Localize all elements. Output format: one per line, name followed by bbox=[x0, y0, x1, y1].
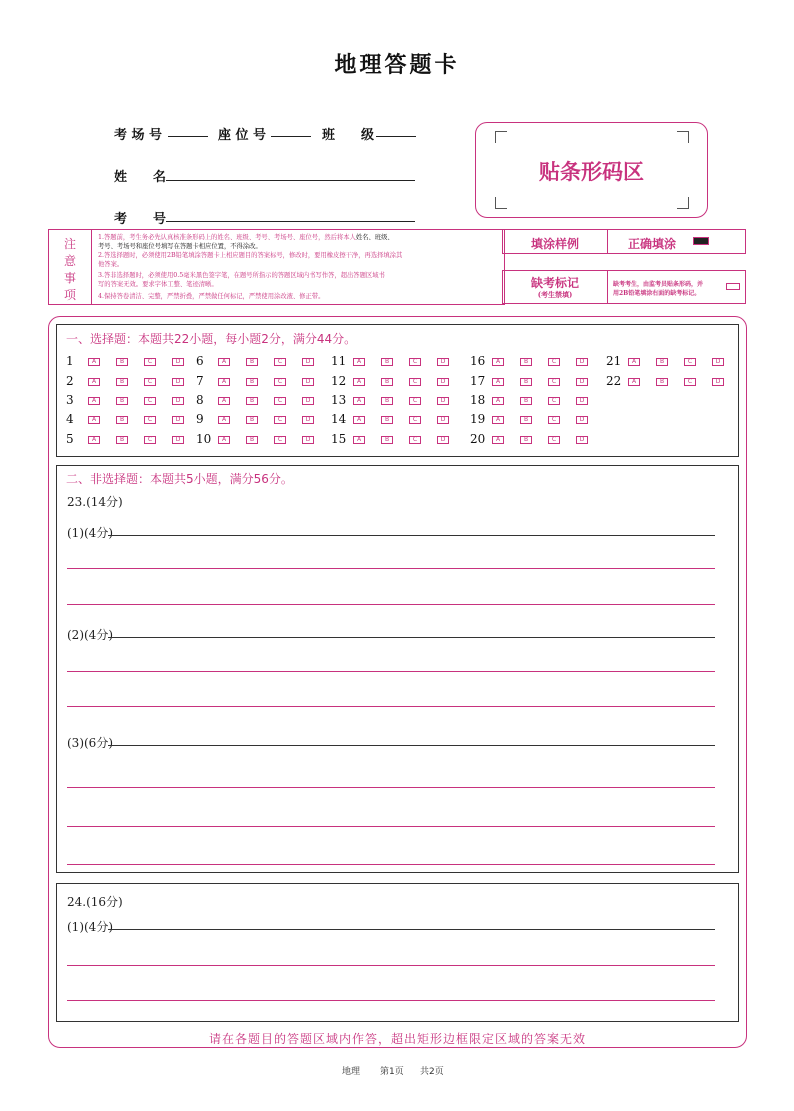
answer-line[interactable] bbox=[108, 745, 715, 746]
option-bubble-b[interactable]: B bbox=[381, 397, 393, 405]
question-number: 4 bbox=[66, 412, 74, 426]
notice-line: 他答案。 bbox=[98, 261, 124, 268]
option-bubble-c[interactable]: C bbox=[144, 378, 156, 386]
option-bubble-c[interactable]: C bbox=[144, 436, 156, 444]
question-number: 13 bbox=[331, 393, 347, 407]
q24-title: 24.(16分) bbox=[67, 895, 123, 909]
option-bubble-d[interactable]: D bbox=[576, 436, 588, 444]
option-bubble-d[interactable]: D bbox=[576, 378, 588, 386]
option-bubble-d[interactable]: D bbox=[172, 416, 184, 424]
footer-warning: 请在各题目的答题区域内作答，超出矩形边框限定区域的答案无效 bbox=[208, 1032, 586, 1046]
option-bubble-a[interactable]: A bbox=[218, 416, 230, 424]
answer-line[interactable] bbox=[67, 671, 715, 672]
option-bubble-d[interactable]: D bbox=[302, 358, 314, 366]
option-bubble-d[interactable]: D bbox=[437, 416, 449, 424]
option-bubble-a[interactable]: A bbox=[492, 358, 504, 366]
question-number: 6 bbox=[196, 354, 204, 368]
option-bubble-b[interactable]: B bbox=[520, 358, 532, 366]
class-label: 班 级 bbox=[322, 128, 375, 143]
option-bubble-a[interactable]: A bbox=[218, 378, 230, 386]
answer-line[interactable] bbox=[67, 604, 715, 605]
page-subject: 地理 bbox=[342, 1067, 361, 1077]
corner-mark bbox=[677, 197, 689, 209]
name-label: 姓 名 bbox=[114, 170, 167, 185]
question-number: 8 bbox=[196, 393, 204, 407]
option-bubble-a[interactable]: A bbox=[353, 436, 365, 444]
corner-mark bbox=[495, 197, 507, 209]
option-bubble-a[interactable]: A bbox=[628, 358, 640, 366]
answer-line[interactable] bbox=[108, 535, 715, 536]
option-bubble-c[interactable]: C bbox=[548, 358, 560, 366]
seat-no-label: 座 位 号 bbox=[218, 128, 267, 143]
answer-line[interactable] bbox=[67, 1000, 715, 1001]
option-bubble-b[interactable]: B bbox=[520, 436, 532, 444]
option-bubble-d[interactable]: D bbox=[172, 378, 184, 386]
answer-line[interactable] bbox=[67, 787, 715, 788]
option-bubble-d[interactable]: D bbox=[437, 378, 449, 386]
option-bubble-d[interactable]: D bbox=[576, 397, 588, 405]
option-bubble-b[interactable]: B bbox=[246, 436, 258, 444]
option-bubble-d[interactable]: D bbox=[576, 358, 588, 366]
question-number: 21 bbox=[606, 354, 622, 368]
q23-title: 23.(14分) bbox=[67, 495, 123, 509]
option-bubble-a[interactable]: A bbox=[88, 436, 100, 444]
option-bubble-d[interactable]: D bbox=[437, 436, 449, 444]
option-bubble-b[interactable]: B bbox=[381, 358, 393, 366]
option-bubble-c[interactable]: C bbox=[144, 397, 156, 405]
option-bubble-a[interactable]: A bbox=[492, 397, 504, 405]
option-bubble-d[interactable]: D bbox=[302, 378, 314, 386]
q23-part1-label: (1)(4分) bbox=[67, 526, 113, 540]
option-bubble-a[interactable]: A bbox=[353, 397, 365, 405]
option-bubble-b[interactable]: B bbox=[116, 378, 128, 386]
option-bubble-b[interactable]: B bbox=[520, 397, 532, 405]
question-number: 22 bbox=[606, 374, 622, 388]
option-bubble-c[interactable]: C bbox=[274, 416, 286, 424]
page-total: 共2页 bbox=[420, 1067, 444, 1077]
answer-line[interactable] bbox=[67, 864, 715, 865]
exam-room-field[interactable] bbox=[168, 136, 208, 137]
question-number: 19 bbox=[470, 412, 486, 426]
answer-line[interactable] bbox=[108, 637, 715, 638]
q23-section bbox=[56, 465, 739, 873]
option-bubble-a[interactable]: A bbox=[218, 397, 230, 405]
class-field[interactable] bbox=[376, 136, 416, 137]
option-bubble-d[interactable]: D bbox=[172, 397, 184, 405]
option-bubble-a[interactable]: A bbox=[628, 378, 640, 386]
notice-line: 4.保持答卷清洁、完整，严禁折叠，严禁做任何标记，严禁使用涂改液、修正带。 bbox=[98, 293, 325, 300]
fill-sample-label: 填涂样例 bbox=[530, 237, 579, 251]
question-number: 11 bbox=[331, 354, 347, 368]
correct-fill-label: 正确填涂 bbox=[628, 237, 677, 251]
notice-heading-char: 意 bbox=[63, 254, 76, 268]
name-field[interactable] bbox=[166, 180, 415, 181]
notice-heading-char: 项 bbox=[63, 288, 76, 302]
answer-line[interactable] bbox=[67, 706, 715, 707]
option-bubble-c[interactable]: C bbox=[144, 416, 156, 424]
option-bubble-d[interactable]: D bbox=[712, 378, 724, 386]
option-bubble-d[interactable]: D bbox=[437, 397, 449, 405]
option-bubble-d[interactable]: D bbox=[172, 358, 184, 366]
option-bubble-d[interactable]: D bbox=[302, 436, 314, 444]
question-number: 16 bbox=[470, 354, 486, 368]
option-bubble-c[interactable]: C bbox=[274, 397, 286, 405]
q23-part2-label: (2)(4分) bbox=[67, 628, 113, 642]
option-bubble-b[interactable]: B bbox=[246, 416, 258, 424]
seat-no-field[interactable] bbox=[271, 136, 311, 137]
question-number: 9 bbox=[196, 412, 204, 426]
option-bubble-b[interactable]: B bbox=[116, 397, 128, 405]
exam-room-label: 考 场 号 bbox=[114, 128, 163, 143]
q23-part3-label: (3)(6分) bbox=[67, 736, 113, 750]
section1-heading: 一、选择题：本题共22小题，每小题2分，满分44分。 bbox=[66, 332, 357, 346]
option-bubble-c[interactable]: C bbox=[274, 436, 286, 444]
option-bubble-b[interactable]: B bbox=[381, 378, 393, 386]
option-bubble-c[interactable]: C bbox=[409, 378, 421, 386]
absent-sublabel: (考生禁填) bbox=[537, 290, 573, 299]
option-bubble-b[interactable]: B bbox=[381, 436, 393, 444]
corner-mark bbox=[677, 131, 689, 143]
barcode-label: 贴条形码区 bbox=[539, 159, 644, 184]
question-number: 14 bbox=[331, 412, 347, 426]
question-number: 15 bbox=[331, 432, 347, 446]
option-bubble-b[interactable]: B bbox=[246, 378, 258, 386]
option-bubble-b[interactable]: B bbox=[246, 358, 258, 366]
option-bubble-b[interactable]: B bbox=[520, 378, 532, 386]
option-bubble-b[interactable]: B bbox=[116, 358, 128, 366]
answer-line[interactable] bbox=[67, 568, 715, 569]
option-bubble-d[interactable]: D bbox=[302, 416, 314, 424]
option-bubble-a[interactable]: A bbox=[218, 358, 230, 366]
option-bubble-c[interactable]: C bbox=[409, 358, 421, 366]
option-bubble-d[interactable]: D bbox=[437, 358, 449, 366]
q24-section bbox=[56, 883, 739, 1022]
option-bubble-c[interactable]: C bbox=[409, 416, 421, 424]
exam-no-label: 考 号 bbox=[114, 212, 167, 227]
option-bubble-a[interactable]: A bbox=[353, 358, 365, 366]
notice-line: 3.答非选择题时，必须使用0.5毫米黑色签字笔，在题号所指示的答题区域内书写作答，超出答题区域书 bbox=[98, 272, 385, 279]
option-bubble-c[interactable]: C bbox=[274, 358, 286, 366]
question-number: 3 bbox=[66, 393, 74, 407]
option-bubble-c[interactable]: C bbox=[548, 378, 560, 386]
notice-line: 写的答案无效。要求字体工整、笔迹清晰。 bbox=[98, 281, 218, 288]
option-bubble-a[interactable]: A bbox=[492, 436, 504, 444]
option-bubble-d[interactable]: D bbox=[302, 397, 314, 405]
absent-mark-box[interactable] bbox=[726, 283, 740, 290]
option-bubble-b[interactable]: B bbox=[246, 397, 258, 405]
option-bubble-b[interactable]: B bbox=[520, 416, 532, 424]
question-number: 12 bbox=[331, 374, 347, 388]
answer-line[interactable] bbox=[67, 826, 715, 827]
notice-heading-char: 事 bbox=[63, 271, 76, 285]
option-bubble-c[interactable]: C bbox=[548, 397, 560, 405]
option-bubble-c[interactable]: C bbox=[274, 378, 286, 386]
option-bubble-d[interactable]: D bbox=[712, 358, 724, 366]
option-bubble-b[interactable]: B bbox=[656, 378, 668, 386]
question-number: 18 bbox=[470, 393, 486, 407]
absent-label: 缺考标记 bbox=[530, 276, 579, 290]
notice-line: 2.答选择题时，必须使用2B铅笔填涂答题卡上相应题目的答案标号，修改时，要用橡皮擦干净，再选择填涂其 bbox=[98, 252, 403, 259]
option-bubble-c[interactable]: C bbox=[548, 416, 560, 424]
question-number: 20 bbox=[470, 432, 486, 446]
exam-no-field[interactable] bbox=[166, 221, 415, 222]
question-number: 7 bbox=[196, 374, 204, 388]
option-bubble-a[interactable]: A bbox=[88, 416, 100, 424]
option-bubble-a[interactable]: A bbox=[218, 436, 230, 444]
question-number: 5 bbox=[66, 432, 74, 446]
option-bubble-c[interactable]: C bbox=[684, 358, 696, 366]
option-bubble-c[interactable]: C bbox=[409, 397, 421, 405]
option-bubble-d[interactable]: D bbox=[172, 436, 184, 444]
corner-mark bbox=[495, 131, 507, 143]
question-number: 10 bbox=[196, 432, 212, 446]
section2-heading: 二、非选择题：本题共5小题，满分56分。 bbox=[66, 472, 293, 486]
option-bubble-a[interactable]: A bbox=[492, 378, 504, 386]
absent-description: 缺考考生，由监考员贴条形码，并 用2B铅笔填涂右面的缺考标记。 bbox=[613, 281, 704, 297]
question-number: 17 bbox=[470, 374, 486, 388]
option-bubble-a[interactable]: A bbox=[492, 416, 504, 424]
question-number: 1 bbox=[66, 354, 74, 368]
option-bubble-c[interactable]: C bbox=[144, 358, 156, 366]
option-bubble-a[interactable]: A bbox=[88, 358, 100, 366]
notice-line: 考号、考场号和座位号填写在答题卡相应位置，不得涂改。 bbox=[98, 243, 262, 250]
option-bubble-b[interactable]: B bbox=[116, 436, 128, 444]
notice-heading-char: 注 bbox=[63, 237, 76, 251]
notice-line: 1.答题前，考生务必先认真核准条形码上的姓名、班级、考号、考场号、座位号，然后将本人姓名、班级、 bbox=[98, 234, 394, 241]
option-bubble-b[interactable]: B bbox=[656, 358, 668, 366]
option-bubble-b[interactable]: B bbox=[116, 416, 128, 424]
option-bubble-a[interactable]: A bbox=[88, 378, 100, 386]
question-number: 2 bbox=[66, 374, 74, 388]
option-bubble-a[interactable]: A bbox=[88, 397, 100, 405]
option-bubble-a[interactable]: A bbox=[353, 416, 365, 424]
option-bubble-c[interactable]: C bbox=[548, 436, 560, 444]
option-bubble-b[interactable]: B bbox=[381, 416, 393, 424]
option-bubble-a[interactable]: A bbox=[353, 378, 365, 386]
option-bubble-c[interactable]: C bbox=[684, 378, 696, 386]
option-bubble-c[interactable]: C bbox=[409, 436, 421, 444]
answer-line[interactable] bbox=[108, 929, 715, 930]
option-bubble-d[interactable]: D bbox=[576, 416, 588, 424]
q24-part1-label: (1)(4分) bbox=[67, 920, 113, 934]
filled-mark-sample bbox=[693, 237, 709, 245]
answer-line[interactable] bbox=[67, 965, 715, 966]
page-title: 地理答题卡 bbox=[334, 52, 460, 78]
page-number: 第1页 bbox=[380, 1067, 404, 1077]
